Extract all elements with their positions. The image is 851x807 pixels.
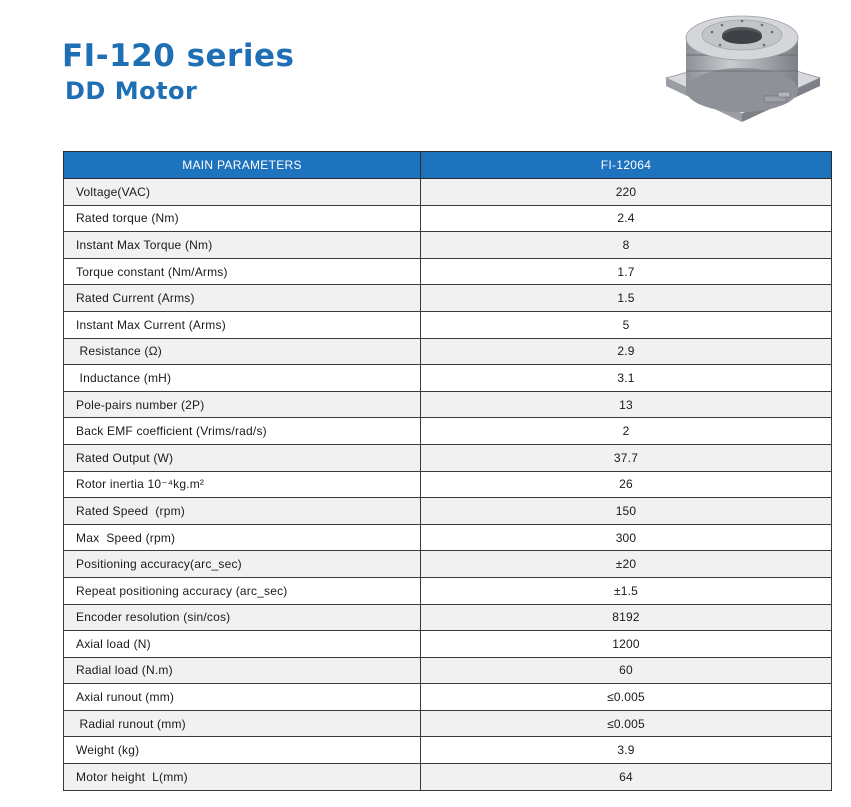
parameter-value: ≤0.005 — [421, 710, 832, 737]
parameter-value: 300 — [421, 524, 832, 551]
table-row — [64, 418, 832, 445]
parameter-name: Rated Output (W) — [64, 444, 421, 471]
parameter-value: ±1.5 — [421, 577, 832, 604]
parameter-value: 37.7 — [421, 444, 832, 471]
table-row — [64, 524, 832, 551]
parameter-name: Voltage(VAC) — [64, 179, 421, 206]
parameter-value: 2.4 — [421, 205, 832, 232]
parameters-table — [63, 151, 832, 791]
table-row — [64, 365, 832, 392]
parameters-table-body — [64, 179, 832, 791]
parameter-value: 1.5 — [421, 285, 832, 312]
header-model: FI-12064 — [421, 152, 832, 179]
table-row — [64, 285, 832, 312]
table-row — [64, 232, 832, 259]
table-row — [64, 471, 832, 498]
parameter-value: 150 — [421, 498, 832, 525]
parameter-name: Motor height L(mm) — [64, 764, 421, 791]
page-title: FI-120 series — [62, 38, 295, 74]
parameter-name: Radial runout (mm) — [64, 710, 421, 737]
table-row — [64, 391, 832, 418]
parameter-name: Rotor inertia 10⁻⁴kg.m² — [64, 471, 421, 498]
parameter-name: Radial load (N.m) — [64, 657, 421, 684]
table-row — [64, 710, 832, 737]
parameter-value: 3.1 — [421, 365, 832, 392]
table-row — [64, 311, 832, 338]
parameter-name: Rated torque (Nm) — [64, 205, 421, 232]
table-row — [64, 577, 832, 604]
parameter-value: 60 — [421, 657, 832, 684]
parameter-name: Positioning accuracy(arc_sec) — [64, 551, 421, 578]
parameter-value: ±20 — [421, 551, 832, 578]
parameter-name: Encoder resolution (sin/cos) — [64, 604, 421, 631]
parameter-value: 8192 — [421, 604, 832, 631]
parameter-name: Weight (kg) — [64, 737, 421, 764]
parameter-name: Pole-pairs number (2P) — [64, 391, 421, 418]
parameter-name: Resistance (Ω) — [64, 338, 421, 365]
parameter-name: Back EMF coefficient (Vrims/rad/s) — [64, 418, 421, 445]
parameter-value: 64 — [421, 764, 832, 791]
table-row — [64, 338, 832, 365]
table-row — [64, 205, 832, 232]
table-row — [64, 631, 832, 658]
parameter-value: 26 — [421, 471, 832, 498]
parameter-name: Axial runout (mm) — [64, 684, 421, 711]
parameter-value: 220 — [421, 179, 832, 206]
parameter-value: 3.9 — [421, 737, 832, 764]
parameter-value: 2 — [421, 418, 832, 445]
table-row — [64, 551, 832, 578]
table-row — [64, 444, 832, 471]
table-row — [64, 258, 832, 285]
parameter-name: Rated Current (Arms) — [64, 285, 421, 312]
dd-motor-image — [660, 8, 828, 133]
page-subtitle: DD Motor — [65, 77, 198, 105]
parameter-value: 1200 — [421, 631, 832, 658]
table-row — [64, 737, 832, 764]
table-row — [64, 657, 832, 684]
table-row — [64, 498, 832, 525]
parameter-name: Torque constant (Nm/Arms) — [64, 258, 421, 285]
parameter-name: Inductance (mH) — [64, 365, 421, 392]
parameter-value: 2.9 — [421, 338, 832, 365]
parameter-value: 1.7 — [421, 258, 832, 285]
parameter-value: 5 — [421, 311, 832, 338]
parameter-name: Axial load (N) — [64, 631, 421, 658]
parameter-value: ≤0.005 — [421, 684, 832, 711]
parameter-name: Rated Speed (rpm) — [64, 498, 421, 525]
parameter-value: 8 — [421, 232, 832, 259]
parameter-name: Max Speed (rpm) — [64, 524, 421, 551]
parameter-name: Instant Max Current (Arms) — [64, 311, 421, 338]
table-header-row — [64, 152, 832, 179]
parameter-value: 13 — [421, 391, 832, 418]
table-row — [64, 684, 832, 711]
table-row — [64, 179, 832, 206]
table-row — [64, 604, 832, 631]
header-main-parameters: MAIN PARAMETERS — [64, 152, 421, 179]
table-row — [64, 764, 832, 791]
parameter-name: Repeat positioning accuracy (arc_sec) — [64, 577, 421, 604]
parameter-name: Instant Max Torque (Nm) — [64, 232, 421, 259]
